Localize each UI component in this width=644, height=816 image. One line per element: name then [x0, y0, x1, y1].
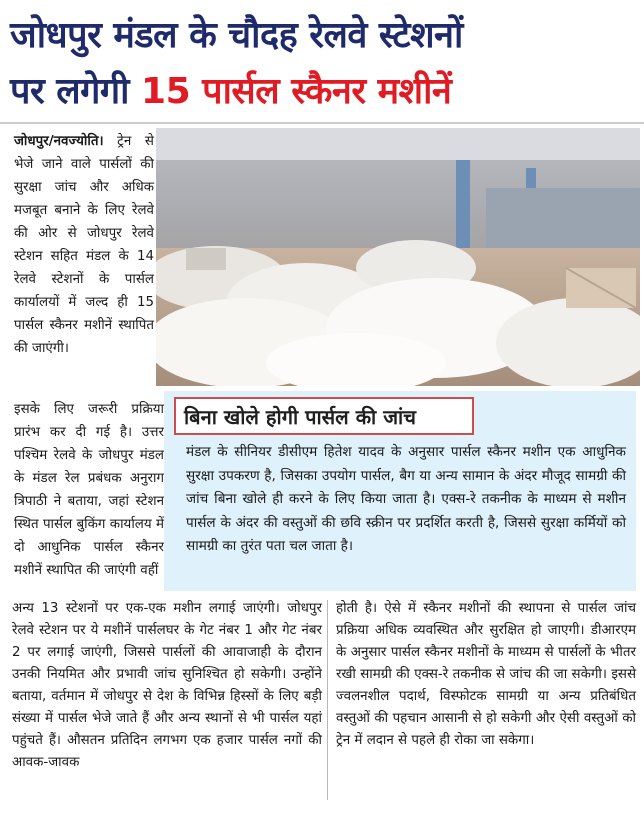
- parcel-office-photo: [156, 128, 640, 386]
- dateline: जोधपुर/नवज्योति।: [14, 134, 104, 149]
- info-box: [164, 391, 636, 591]
- headline-line-2: [10, 64, 636, 120]
- info-box-body: मंडल के सीनियर डीसीएम हितेश यादव के अनुसार पार्सल स्कैनर मशीन एक आधुनिक सुरक्षा उपकरण है, जिसका उपयोग पार्सल, बैग या अन्य सामान के अंदर मौजूद सामग्री की जांच बिना खोले ही करने के लिए किया जाता है। एक्स-रे तकनीक के माध्यम से मशीन पार्सल के अंदर की वस्तुओं की छवि स्क्रीन पर प्रदर्शित करती है, जिससे सुरक्षा कर्मियों को सामग्री का तुरंत पता चल जाता है।: [186, 444, 626, 554]
- parcel-photo-illustration: [156, 128, 640, 386]
- headline-prefix: पर लगेगी: [10, 71, 129, 112]
- headline-highlight: 15 पार्सल स्कैनर मशीनें: [141, 71, 452, 112]
- bottom-right-column: होती है। ऐसे में स्कैनर मशीनों की स्थापना से पार्सल जांच प्रक्रिया अधिक व्यवस्थित और सुरक्षित हो जाएगी। डीआरएम के अनुसार पार्सल स्कैनर मशीनों के माध्यम से पार्सलों के भीतर रखी सामग्री की एक्स-रे तकनीक से जांच की जा सकेगी। इससे ज्वलनशील पदार्थ, विस्फोटक सामग्री या अन्य प्रतिबंधित वस्तुओं की पहचान आसानी से हो सकेगी और ऐसी वस्तुओं को ट्रेन में लदान से पहले ही रोका जा सकेगा।: [336, 601, 636, 748]
- headline: [10, 8, 636, 120]
- bottom-left-column: अन्य 13 स्टेशनों पर एक-एक मशीन लगाई जाएंगी। जोधपुर रेलवे स्टेशन पर ये मशीनें पार्सलघर के गेट नंबर 1 और गेट नंबर 2 पर लगाई जाएंगी, जिससे पार्सलों की आवाजाही के दौरान उनकी नियमित और प्रभावी जांच सुनिश्चित हो सकेगी। उन्होंने बताया, वर्तमान में जोधपुर से देश के विभिन्न हिस्सों के लिए बड़ी संख्या में पार्सल भेजे जाते हैं और अन्य स्थानों से भी पार्सल यहां पहुंचते हैं। औसतन प्रतिदिन लगभग एक हजार पार्सल नगों की आवक-जावक: [12, 601, 322, 770]
- info-box-title: बिना खोले होगी पार्सल की जांच: [174, 397, 474, 435]
- column-divider: [327, 600, 328, 800]
- headline-line-1: जोधपुर मंडल के चौदह रेलवे स्टेशनों: [10, 15, 463, 56]
- lead-paragraph: ट्रेन से भेजे जाने वाले पार्सलों की सुरक्षा जांच और अधिक मजबूत बनाने के लिए रेलवे की ओर से जोधपुर रेलवे स्टेशन सहित मंडल के 14 रेलवे स्टेशनों के पार्सल कार्यालयों में जल्द ही 15 पार्सल स्कैनर मशीनें स्थापित की जाएंगी।: [14, 134, 154, 356]
- lead-column: [14, 130, 154, 360]
- narrow-column-paragraph: इसके लिए जरूरी प्रक्रिया प्रारंभ कर दी गई है। उत्तर पश्चिम रेलवे के जोधपुर मंडल के मंडल रेल प्रबंधक अनुराग त्रिपाठी ने बताया, जहां स्टेशन स्थित पार्सल बुकिंग कार्यालय में दो आधुनिक पार्सल स्कैनर मशीनें स्थापित की जाएंगी वहीं: [14, 402, 164, 578]
- headline-rule: [0, 122, 644, 124]
